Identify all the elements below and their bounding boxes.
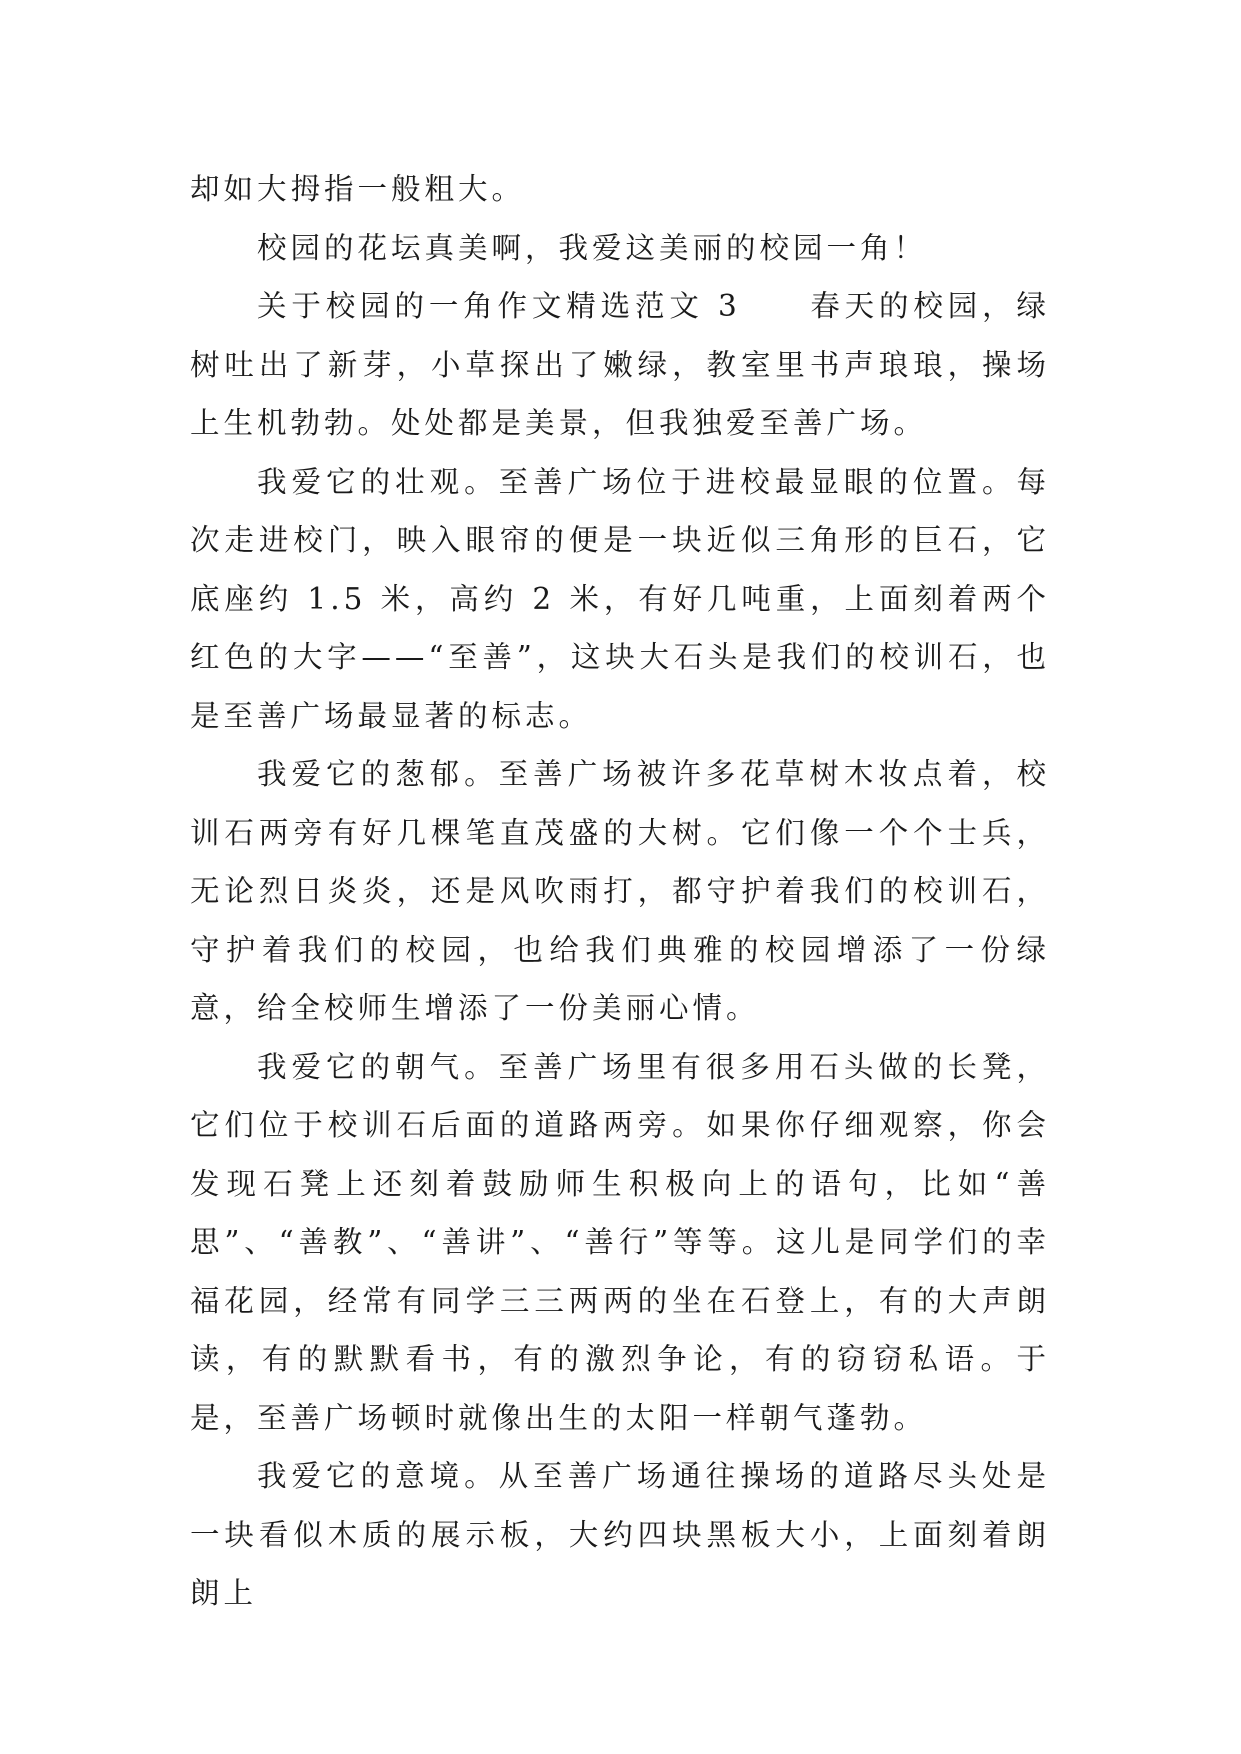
paragraph-4: 我爱它的壮观。至善广场位于进校最显眼的位置。每次走进校门，映入眼帘的便是一块近似三角形的巨石，它底座约 1.5 米，高约 2 米，有好几吨重，上面刻着两个红色的大字——“至善”，这块大石头是我们的校训石，也是至善广场最显著的标志。	[190, 464, 1050, 733]
paragraph-7: 我爱它的意境。从至善广场通往操场的道路尽头处是一块看似木质的展示板，大约四块黑板大小，上面刻着朗朗上	[190, 1459, 1050, 1610]
paragraph-3: 关于校园的一角作文精选范文 3 春天的校园，绿树吐出了新芽，小草探出了嫩绿，教室里书声琅琅，操场上生机勃勃。处处都是美景，但我独爱至善广场。	[190, 289, 1050, 440]
paragraph-5: 我爱它的葱郁。至善广场被许多花草树木妆点着，校训石两旁有好几棵笔直茂盛的大树。它们像一个个士兵，无论烈日炎炎，还是风吹雨打，都守护着我们的校训石，守护着我们的校园，也给我们典雅的校园增添了一份绿意，给全校师生增添了一份美丽心情。	[190, 757, 1050, 1025]
document-body	[190, 160, 1050, 1623]
paragraph-1: 却如大拇指一般粗大。	[190, 172, 526, 206]
paragraph-2: 校园的花坛真美啊，我爱这美丽的校园一角！	[257, 230, 928, 265]
paragraph-6: 我爱它的朝气。至善广场里有很多用石头做的长凳，它们位于校训石后面的道路两旁。如果你仔细观察，你会发现石凳上还刻着鼓励师生积极向上的语句，比如“善思”、“善教”、“善讲”、“善行”等等。这儿是同学们的幸福花园，经常有同学三三两两的坐在石登上，有的大声朗读，有的默默看书，有的激烈争论，有的窃窃私语。于是，至善广场顿时就像出生的太阳一样朝气蓬勃。	[190, 1049, 1050, 1435]
